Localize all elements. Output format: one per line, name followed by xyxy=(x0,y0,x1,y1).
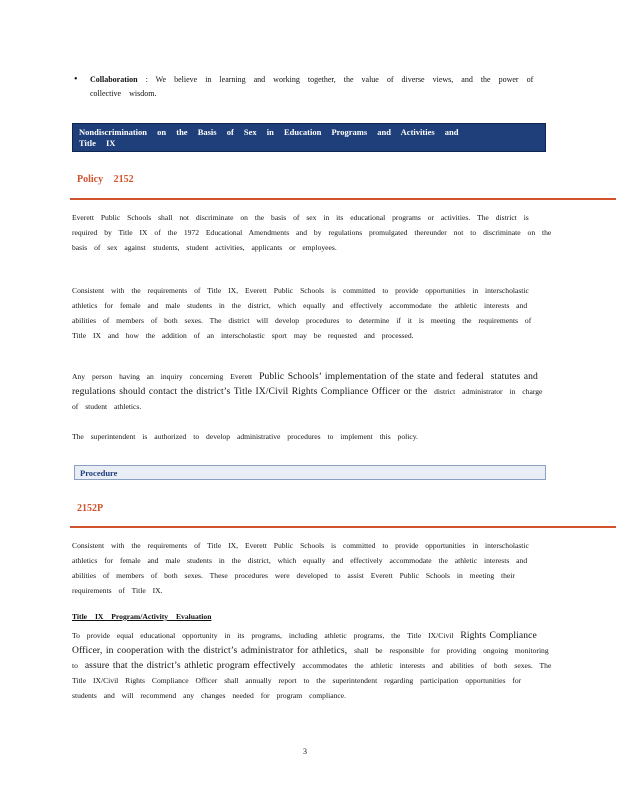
procedure-paragraph-1: Consistent with the requirements of Title IX, Everett Public Schools is committed to provide opportunities in interscholastic athletics for female and male students in the district, which equally and effectively accommodate the athletic interests and abilities of members of both sexes. These procedures were developed to assist Everett Public Schools in meeting their requirements of Title IX. xyxy=(72,541,529,595)
procedure-p2-part-4: responsible for providing ongoing monitoring to xyxy=(72,646,549,670)
policy-p3-part-1: Any person having an inquiry concerning xyxy=(72,372,224,381)
policy-p3-part-2: Everett xyxy=(230,372,253,381)
policy-p3-part-3: Public Schools’ implementation of the state and federal xyxy=(259,371,484,382)
banner-line-2: Title IX xyxy=(79,138,116,148)
policy-divider xyxy=(70,198,616,200)
procedure-p2-part-5: assure that the district’s athletic program effectively xyxy=(84,660,296,671)
evaluation-sub-heading: Title IX Program/Activity Evaluation xyxy=(72,612,212,621)
collaboration-bullet-item xyxy=(74,73,534,101)
procedure-p2-part-6: accommodates the athletic interests and abilities of both sexes. The Title IX/Civil Rights Compliance Officer shall annually report to the superintendent regarding participation opportunities for students and will recommend any changes needed for program compliance. xyxy=(72,661,552,700)
procedure-p2-part-2: Rights Compliance Officer, in cooperation with the district’s administrator for athletics, xyxy=(72,630,537,656)
collaboration-text xyxy=(90,73,534,101)
page-number: 3 xyxy=(303,747,307,756)
procedure-p2-part-1: To provide equal educational opportunity in its programs, including athletic programs, the Title IX/Civil xyxy=(72,631,454,640)
banner-line-1: Nondiscrimination on the Basis of Sex in Education Programs and Activities and xyxy=(79,127,459,137)
bullet-icon: • xyxy=(74,74,78,85)
collaboration-description: : We believe in learning and working together, the value of diverse views, and the power of collective wisdom. xyxy=(90,75,534,98)
policy-paragraph-3 xyxy=(72,369,552,414)
section-banner xyxy=(72,123,546,152)
policy-paragraph-1: Everett Public Schools shall not discriminate on the basis of sex in its educational programs or activities. The district is required by Title IX of the 1972 Educational Amendments and by regulations promulgated thereunder not to discriminate on the basis of sex against students, student activities, applicants or employees. xyxy=(72,213,552,252)
procedure-box: Procedure xyxy=(74,465,546,480)
policy-p3-part-5: district administrator in charge of student athletics. xyxy=(72,387,543,411)
collaboration-label: Collaboration xyxy=(90,75,138,84)
policy-p3-part-4: statutes and regulations should contact the district’s Title IX/Civil Rights Compliance Officer or the xyxy=(72,371,538,397)
policy-paragraph-4: The superintendent is authorized to develop administrative procedures to implement this policy. xyxy=(72,432,418,441)
procedure-divider xyxy=(70,526,616,528)
procedure-p2-part-3: shall be xyxy=(354,646,383,655)
procedure-paragraph-2 xyxy=(72,628,552,703)
policy-title: Policy 2152 xyxy=(77,174,134,185)
procedure-title: 2152P xyxy=(77,503,104,514)
policy-paragraph-2: Consistent with the requirements of Title IX, Everett Public Schools is committed to provide opportunities in interscholastic athletics for female and male students in the district, which equally and effectively accommodate the athletic interests and abilities of members of both sexes. The district will develop procedures to determine if it is meeting the requirements of Title IX and how the addition of an interscholastic sport may be requested and processed. xyxy=(72,286,532,340)
